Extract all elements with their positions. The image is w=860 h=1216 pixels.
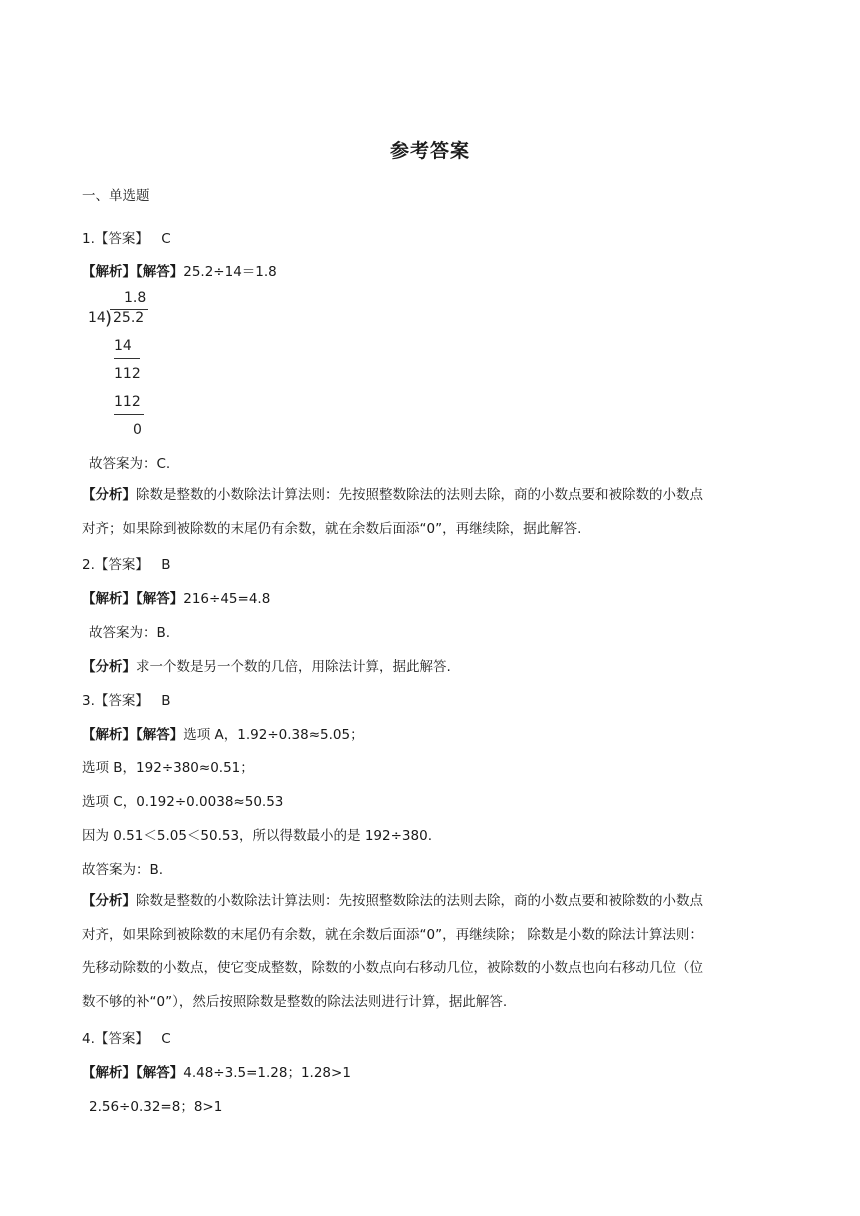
- q2-analysis: [82, 589, 270, 609]
- q3-fenxi-text1: 除数是整数的小数除法计算法则：先按照整数除法的法则去除，商的小数点要和被除数的小数点: [136, 893, 703, 909]
- q2-fenxi: [82, 657, 451, 677]
- q4-answer-label: 4.【答案】: [82, 1031, 149, 1047]
- q3-answer: [82, 691, 170, 711]
- q3-fenxi-line3: 先移动除数的小数点，使它变成整数，除数的小数点向右移动几位，被除数的小数点也向右移动几位（位: [82, 960, 703, 976]
- q1-analysis-text: 25.2÷14＝1.8: [183, 264, 277, 280]
- q1-answer-label: 1.【答案】: [82, 231, 149, 247]
- q2-analysis-text: 216÷45=4.8: [183, 591, 271, 607]
- q4-answer: [82, 1029, 171, 1049]
- q3-analysis: [82, 725, 364, 745]
- q1-answer-value: C: [161, 231, 171, 247]
- q3-conclusion: 故答案为：B.: [82, 862, 164, 878]
- ld-quotient: 1.8: [124, 290, 147, 306]
- ld-step3: 112: [114, 394, 141, 410]
- q1-analysis-label: 【解析】【解答】: [82, 264, 184, 280]
- q1-fenxi: [82, 479, 782, 546]
- q4-analysis-text: 4.48÷3.5=1.28；1.28>1: [183, 1065, 351, 1081]
- q4-analysis-label: 【解析】【解答】: [82, 1065, 184, 1081]
- q3-fenxi: [82, 885, 782, 1019]
- q1-conclusion: 故答案为：C.: [89, 456, 171, 472]
- q3-line4: 因为 0.51＜5.05＜50.53，所以得数最小的是 192÷380.: [82, 828, 432, 844]
- q2-fenxi-label: 【分析】: [82, 659, 136, 675]
- q3-answer-value: B: [161, 693, 171, 709]
- q1-fenxi-line1: [82, 479, 782, 513]
- q3-fenxi-line1: [82, 885, 782, 919]
- q1-answer: [82, 229, 171, 249]
- page-title: 参考答案: [389, 140, 470, 162]
- q1-long-division: [88, 290, 168, 440]
- q2-fenxi-text: 求一个数是另一个数的几倍，用除法计算，据此解答.: [136, 659, 451, 675]
- q3-fenxi-label: 【分析】: [82, 893, 136, 909]
- q1-analysis: [82, 262, 277, 282]
- ld-step2: 112: [114, 366, 141, 382]
- q2-answer: [82, 555, 170, 575]
- q4-analysis: [82, 1063, 351, 1083]
- q3-fenxi-line2: 对齐，如果除到被除数的末尾仍有余数，就在余数后面添“0”，再继续除； 除数是小数的除法计算法则：: [82, 926, 703, 943]
- q2-analysis-label: 【解析】【解答】: [82, 591, 184, 607]
- ld-line1: [114, 358, 140, 359]
- q1-fenxi-line2: 对齐；如果除到被除数的末尾仍有余数，就在余数后面添“0”，再继续除，据此解答.: [82, 520, 582, 537]
- q1-fenxi-label: 【分析】: [82, 487, 136, 503]
- q3-answer-label: 3.【答案】: [82, 693, 149, 709]
- ld-remainder: 0: [133, 422, 142, 438]
- q3-line3: 选项 C，0.192÷0.0038≈50.53: [82, 794, 284, 810]
- ld-dividend: 25.2: [113, 310, 145, 326]
- q2-answer-label: 2.【答案】: [82, 557, 149, 573]
- q3-analysis-label: 【解析】【解答】: [82, 727, 184, 743]
- ld-line2: [114, 414, 144, 415]
- ld-step1: 14: [114, 338, 132, 354]
- q1-fenxi-text1: 除数是整数的小数除法计算法则：先按照整数除法的法则去除，商的小数点要和被除数的小数点: [136, 487, 703, 503]
- q3-line2: 选项 B，192÷380≈0.51；: [82, 760, 254, 776]
- ld-divisor: 14: [88, 310, 106, 326]
- section-heading: 一、单选题: [82, 188, 150, 204]
- q4-answer-value: C: [161, 1031, 171, 1047]
- q2-conclusion: 故答案为：B.: [89, 625, 171, 641]
- q3-fenxi-line4: 数不够的补“0”），然后按照除数是整数的除法法则进行计算，据此解答.: [82, 993, 508, 1010]
- q2-answer-value: B: [161, 557, 171, 573]
- q3-analysis-text: 选项 A，1.92÷0.38≈5.05；: [183, 727, 364, 743]
- q4-line2: 2.56÷0.32=8；8>1: [89, 1099, 223, 1115]
- ld-bracket: ): [105, 308, 113, 329]
